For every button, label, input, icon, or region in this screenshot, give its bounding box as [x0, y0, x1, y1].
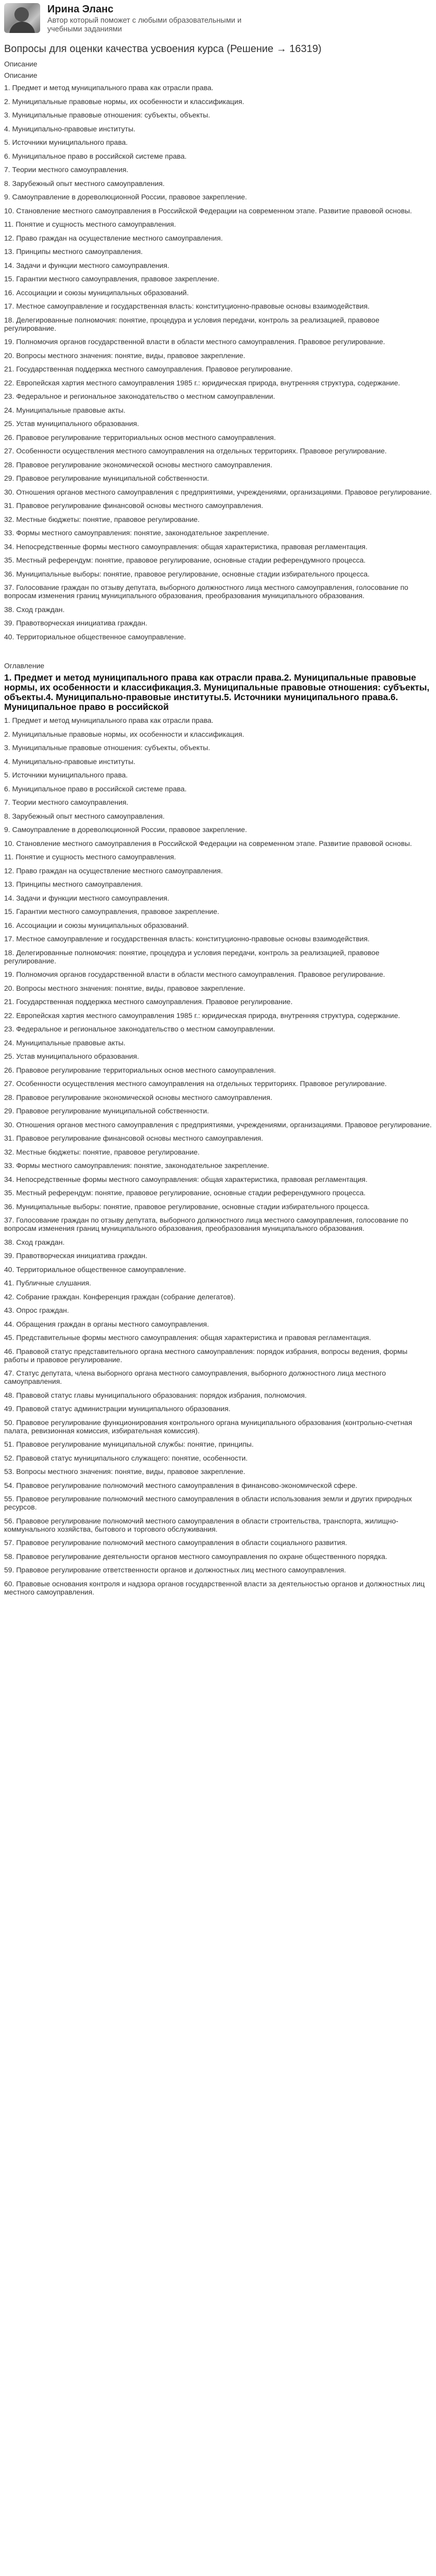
list-item: 52. Правовой статус муниципального служащего: понятие, особенности. — [4, 1453, 248, 1462]
list-item: 21. Государственная поддержка местного самоуправления. Правовое регулирование. — [4, 365, 293, 373]
list-item: 6. Муниципальное право в российской системе права. — [4, 784, 187, 793]
list-item: 31. Правовое регулирование финансовой основы местного самоуправления. — [4, 501, 264, 510]
list-item: 32. Местные бюджеты: понятие, правовое регулирование. — [4, 1147, 200, 1156]
list-item: 6. Муниципальное право в российской системе права. — [4, 151, 187, 160]
list-item: 13. Принципы местного самоуправления. — [4, 247, 143, 256]
list-item: 3. Муниципальные правовые отношения: субъекты, объекты. — [4, 743, 211, 752]
list-item: 24. Муниципальные правовые акты. — [4, 1038, 126, 1047]
list-item: 43. Опрос граждан. — [4, 1306, 69, 1314]
list-item: 32. Местные бюджеты: понятие, правовое регулирование. — [4, 515, 200, 523]
list-item: 30. Отношения органов местного самоуправления с предприятиями, учреждениями, организациями. Правовое регулирование. — [4, 1120, 432, 1129]
list-item: 44. Обращения граждан в органы местного самоуправления. — [4, 1319, 209, 1328]
list-item: 33. Формы местного самоуправления: понятие, законодательное закрепление. — [4, 529, 269, 537]
list-item: 54. Правовое регулирование полномочий местного самоуправления в финансово-экономической сфере. — [4, 1481, 358, 1489]
list-item: 23. Федеральное и региональное законодательство о местном самоуправлении. — [4, 1025, 275, 1033]
list-item: 20. Вопросы местного значения: понятие, виды, правовое закрепление. — [4, 351, 246, 360]
description-heading: Описание — [4, 71, 38, 79]
list-item: 39. Правотворческая инициатива граждан. — [4, 1251, 147, 1260]
list-item: 28. Правовое регулирование экономической основы местного самоуправления. — [4, 460, 272, 469]
list-item: 7. Теории местного самоуправления. — [4, 165, 129, 174]
list-item: 12. Право граждан на осуществление местного самоуправления. — [4, 233, 223, 242]
list-item: 58. Правовое регулирование деятельности органов местного самоуправления по охране общественного порядка. — [4, 1552, 388, 1561]
description-list — [4, 83, 432, 641]
list-item: 8. Зарубежный опыт местного самоуправления. — [4, 179, 165, 188]
list-item: 17. Местное самоуправление и государственная власть: конституционно-правовые основы взаимодействия. — [4, 935, 370, 943]
list-item: 29. Правовое регулирование муниципальной собственности. — [4, 1107, 209, 1115]
list-item: 16. Ассоциации и союзы муниципальных образований. — [4, 921, 189, 929]
list-item: 14. Задачи и функции местного самоуправления. — [4, 893, 169, 902]
toc-heading: 1. Предмет и метод муниципального права как отрасли права.2. Муниципальные правовые нормы, их особенности и классификация.3. Муниципальные правовые отношения: субъекты, объекты.4. Муниципально-правовые институты.5. Источники муниципального права.6. Муниципальное право в российской — [4, 672, 430, 712]
list-item: 29. Правовое регулирование муниципальной собственности. — [4, 474, 209, 482]
list-item: 23. Федеральное и региональное законодательство о местном самоуправлении. — [4, 392, 275, 400]
list-item: 51. Правовое регулирование муниципальной службы: понятие, принципы. — [4, 1440, 254, 1448]
page-title: Вопросы для оценки качества усвоения курса (Решение → 16319) — [4, 43, 322, 55]
list-item: 16. Ассоциации и союзы муниципальных образований. — [4, 288, 189, 297]
list-item: 27. Особенности осуществления местного самоуправления на отдельных территориях. Правовое регулирование. — [4, 1079, 387, 1088]
list-item: 11. Понятие и сущность местного самоуправления. — [4, 220, 176, 228]
list-item: 45. Представительные формы местного самоуправления: общая характеристика и правовая регламентация. — [4, 1333, 371, 1342]
list-item: 38. Сход граждан. — [4, 605, 65, 614]
list-item: 25. Устав муниципального образования. — [4, 419, 139, 428]
list-item: 27. Особенности осуществления местного самоуправления на отдельных территориях. Правовое регулирование. — [4, 447, 387, 455]
list-item: 34. Непосредственные формы местного самоуправления: общая характеристика, правовая регламентация. — [4, 542, 368, 551]
list-item: 8. Зарубежный опыт местного самоуправления. — [4, 811, 165, 820]
description-block — [0, 71, 436, 641]
list-item: 41. Публичные слушания. — [4, 1279, 91, 1287]
list-item: 28. Правовое регулирование экономической основы местного самоуправления. — [4, 1093, 272, 1101]
list-item: 60. Правовые основания контроля и надзора органов государственной власти за деятельностью органов и должностных лиц местного самоуправления. — [4, 1579, 425, 1596]
list-item: 9. Самоуправление в дореволюционной России, правовое закрепление. — [4, 193, 247, 201]
list-item: 36. Муниципальные выборы: понятие, правовое регулирование, основные стадии избирательного процесса. — [4, 1202, 370, 1211]
list-item: 56. Правовое регулирование полномочий местного самоуправления в области строительства, транспорта, жилищно-коммунального хозяйства, бытового и торгового обслуживания. — [4, 1516, 398, 1533]
list-item: 1. Предмет и метод муниципального права как отрасли права. — [4, 716, 214, 724]
author-name[interactable]: Ирина Эланс — [47, 4, 114, 15]
list-item: 14. Задачи и функции местного самоуправления. — [4, 261, 169, 269]
list-item: 33. Формы местного самоуправления: понятие, законодательное закрепление. — [4, 1161, 269, 1170]
author-header — [0, 0, 436, 39]
list-item: 19. Полномочия органов государственной власти в области местного самоуправления. Правовое регулирование. — [4, 337, 386, 346]
list-item: 47. Статус депутата, члена выборного органа местного самоуправления, выборного должностного лица местного самоуправления. — [4, 1369, 386, 1385]
list-item: 37. Голосование граждан по отзыву депутата, выборного должностного лица местного самоуправления, голосование по вопросам изменения границ муниципального образования, преобразования муниципального образования. — [4, 1216, 409, 1232]
list-item: 48. Правовой статус главы муниципального образования: порядок избрания, полномочия. — [4, 1391, 307, 1399]
list-item: 30. Отношения органов местного самоуправления с предприятиями, учреждениями, организациями. Правовое регулирование. — [4, 487, 432, 496]
list-item: 3. Муниципальные правовые отношения: субъекты, объекты. — [4, 111, 211, 119]
list-item: 59. Правовое регулирование ответственности органов и должностных лиц местного самоуправления. — [4, 1566, 346, 1574]
list-item: 11. Понятие и сущность местного самоуправления. — [4, 853, 176, 861]
list-item: 9. Самоуправление в дореволюционной России, правовое закрепление. — [4, 825, 247, 834]
list-item: 18. Делегированные полномочия: понятие, процедура и условия передачи, контроль за реализацией, правовое регулирование. — [4, 315, 379, 332]
list-item: 15. Гарантии местного самоуправления, правовое закрепление. — [4, 907, 219, 916]
author-info — [47, 3, 264, 34]
list-item: 12. Право граждан на осуществление местного самоуправления. — [4, 866, 223, 875]
list-item: 40. Территориальное общественное самоуправление. — [4, 632, 186, 641]
list-item: 21. Государственная поддержка местного самоуправления. Правовое регулирование. — [4, 997, 293, 1006]
list-item: 55. Правовое регулирование полномочий местного самоуправления в области использования земли и других природных ресурсов. — [4, 1495, 412, 1511]
list-item: 22. Европейская хартия местного самоуправления 1985 г.: юридическая природа, внутренняя структура, содержание. — [4, 1011, 400, 1020]
list-item: 15. Гарантии местного самоуправления, правовое закрепление. — [4, 275, 219, 283]
list-item: 24. Муниципальные правовые акты. — [4, 405, 126, 414]
author-avatar[interactable] — [4, 3, 40, 33]
list-item: 5. Источники муниципального права. — [4, 138, 128, 146]
list-item: 5. Источники муниципального права. — [4, 771, 128, 779]
list-item: 40. Территориальное общественное самоуправление. — [4, 1265, 186, 1274]
description-label: Описание — [4, 60, 38, 68]
list-item: 26. Правовое регулирование территориальных основ местного самоуправления. — [4, 1065, 276, 1074]
list-item: 13. Принципы местного самоуправления. — [4, 880, 143, 888]
list-item: 7. Теории местного самоуправления. — [4, 798, 129, 806]
list-item: 17. Местное самоуправление и государственная власть: конституционно-правовые основы взаимодействия. — [4, 302, 370, 310]
list-item: 31. Правовое регулирование финансовой основы местного самоуправления. — [4, 1134, 264, 1142]
list-item: 20. Вопросы местного значения: понятие, виды, правовое закрепление. — [4, 984, 246, 992]
list-item: 26. Правовое регулирование территориальных основ местного самоуправления. — [4, 433, 276, 442]
list-item: 57. Правовое регулирование полномочий местного самоуправления в области социального развития. — [4, 1538, 347, 1547]
list-item: 50. Правовое регулирование функционирования контрольного органа муниципального образования (контрольно-счетная палата, ревизионная комиссия, избирательная комиссия). — [4, 1418, 412, 1435]
list-item: 2. Муниципальные правовые нормы, их особенности и классификация. — [4, 97, 245, 106]
list-item: 37. Голосование граждан по отзыву депутата, выборного должностного лица местного самоуправления, голосование по вопросам изменения границ муниципального образования, преобразования муниципального образования. — [4, 583, 409, 600]
author-description: Автор который поможет с любыми образовательными и учебными заданиями — [47, 16, 242, 33]
list-item: 10. Становление местного самоуправления в Российской Федерации на современном этапе. Развитие правовой основы. — [4, 839, 412, 848]
list-item: 49. Правовой статус администрации муниципального образования. — [4, 1404, 231, 1413]
list-item: 42. Собрание граждан. Конференция граждан (собрание делегатов). — [4, 1292, 235, 1301]
list-item: 35. Местный референдум: понятие, правовое регулирование, основные стадии референдумного процесса. — [4, 1189, 366, 1197]
list-item: 53. Вопросы местного значения: понятие, виды, правовое закрепление. — [4, 1467, 246, 1476]
list-item: 36. Муниципальные выборы: понятие, правовое регулирование, основные стадии избирательного процесса. — [4, 569, 370, 578]
list-item: 2. Муниципальные правовые нормы, их особенности и классификация. — [4, 730, 245, 738]
list-item: 38. Сход граждан. — [4, 1238, 65, 1246]
list-item: 4. Муниципально-правовые институты. — [4, 124, 135, 133]
list-item: 46. Правовой статус представительного органа местного самоуправления: порядок избрания, вопросы ведения, формы работы и правовое регулирование. — [4, 1347, 408, 1364]
list-item: 19. Полномочия органов государственной власти в области местного самоуправления. Правовое регулирование. — [4, 970, 386, 978]
list-item: 4. Муниципально-правовые институты. — [4, 757, 135, 766]
list-item: 18. Делегированные полномочия: понятие, процедура и условия передачи, контроль за реализацией, правовое регулирование. — [4, 948, 379, 965]
list-item: 34. Непосредственные формы местного самоуправления: общая характеристика, правовая регламентация. — [4, 1175, 368, 1183]
toc-list — [0, 716, 436, 1596]
list-item: 1. Предмет и метод муниципального права как отрасли права. — [4, 83, 214, 92]
list-item: 25. Устав муниципального образования. — [4, 1052, 139, 1060]
list-item: 35. Местный референдум: понятие, правовое регулирование, основные стадии референдумного процесса. — [4, 556, 366, 564]
list-item: 22. Европейская хартия местного самоуправления 1985 г.: юридическая природа, внутренняя структура, содержание. — [4, 378, 400, 387]
list-item: 10. Становление местного самоуправления в Российской Федерации на современном этапе. Развитие правовой основы. — [4, 206, 412, 215]
toc-label: Оглавление — [4, 662, 45, 670]
list-item: 39. Правотворческая инициатива граждан. — [4, 619, 147, 627]
